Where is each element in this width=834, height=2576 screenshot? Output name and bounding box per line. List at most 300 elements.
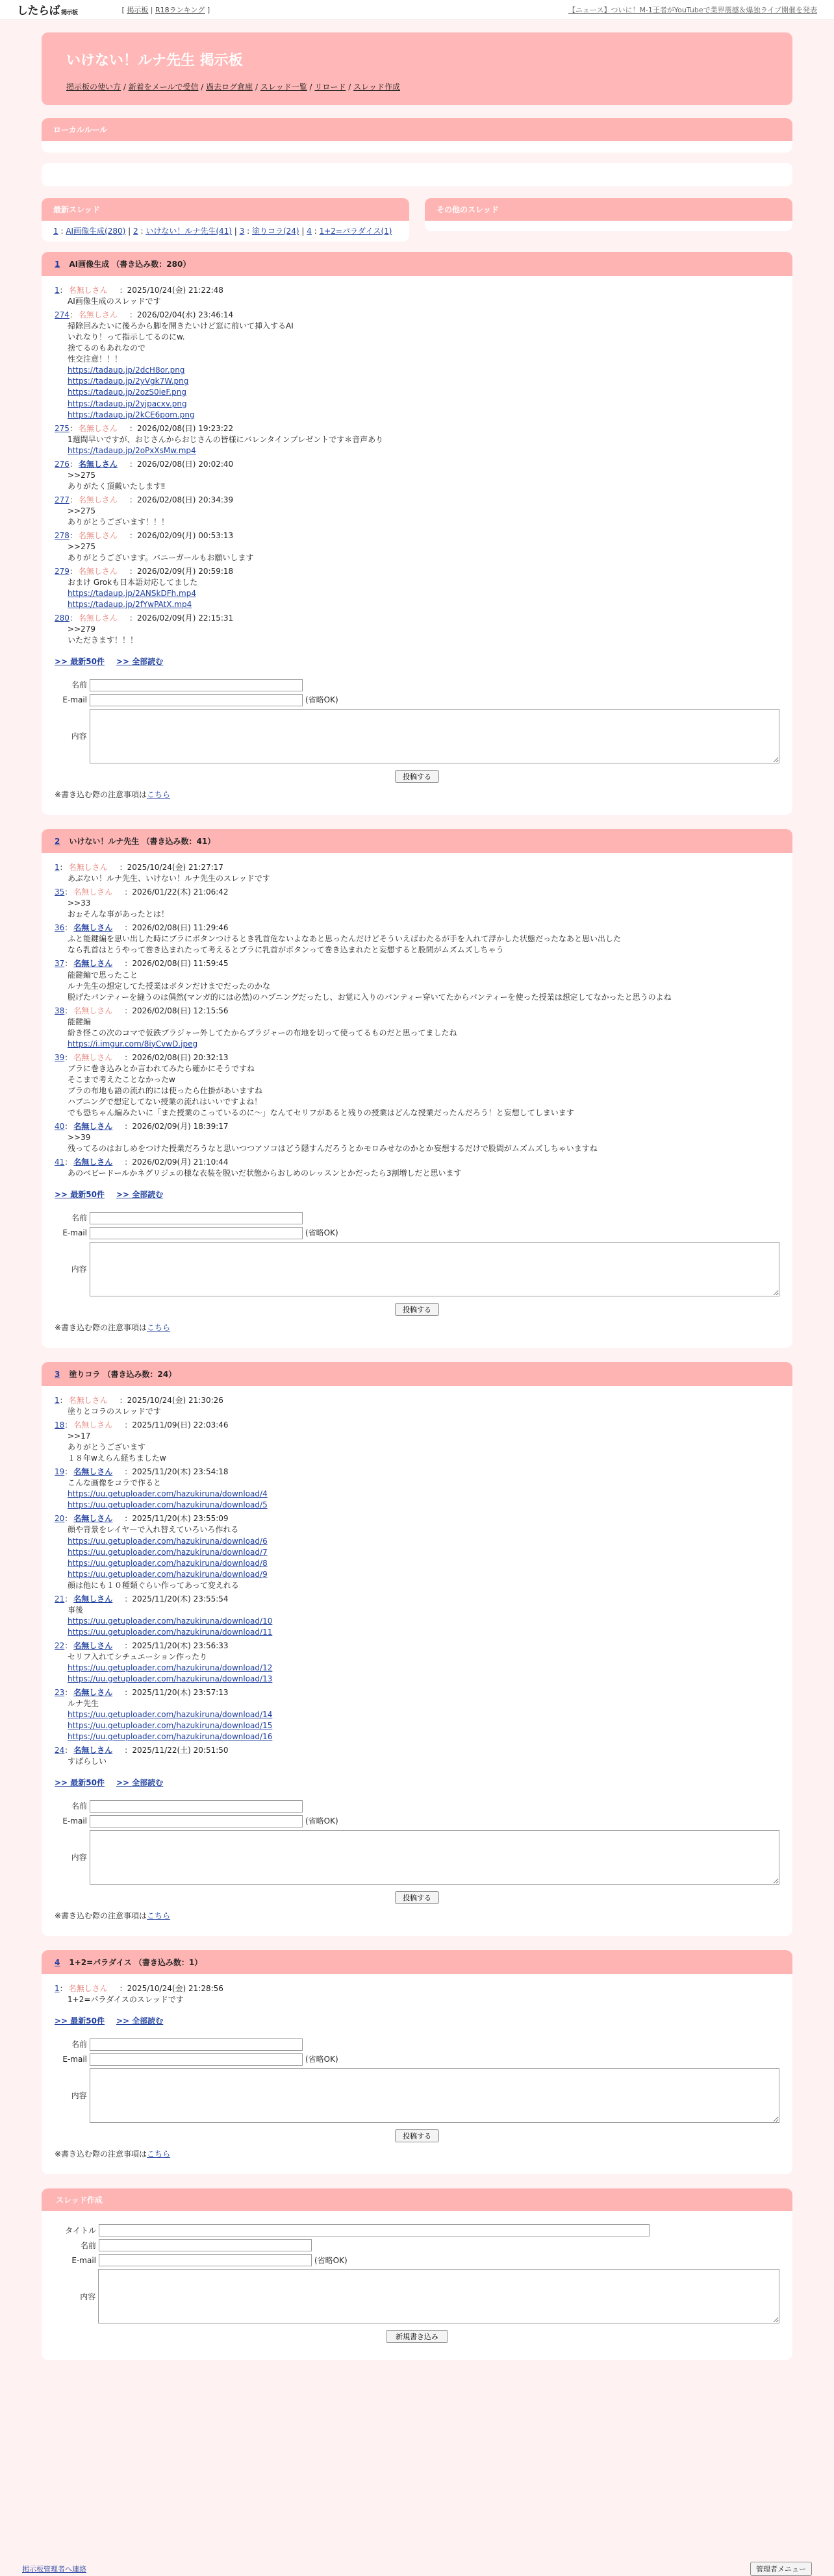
post-link[interactable]: https://tadaup.jp/2oPxXsMw.mp4 xyxy=(68,445,196,455)
post-number[interactable]: 19 xyxy=(55,1467,65,1477)
post-text: 顔や背景をレイヤーで入れ替えていろいろ作れる xyxy=(68,1525,239,1535)
post xyxy=(55,1594,779,1638)
content-textarea[interactable] xyxy=(90,1242,779,1296)
thread-list-number[interactable]: 3 xyxy=(239,227,245,236)
post-number[interactable]: 41 xyxy=(55,1158,65,1167)
post xyxy=(55,1467,779,1511)
thread-title: AI画像生成 （書き込み数：280） xyxy=(69,260,191,269)
read-more-links xyxy=(55,2016,779,2027)
post-author: 名無しさん xyxy=(68,286,108,295)
post-number[interactable]: 277 xyxy=(55,495,70,504)
post-author: 名無しさん xyxy=(68,863,108,873)
post-author[interactable]: 名無しさん xyxy=(73,1687,113,1697)
post xyxy=(55,958,779,1002)
post-text: 能鍵編 紛き怪この次のコマで仮鉄ブラジャー外してたからブラジャーの布地を切って使ってるものだと思ってましたね xyxy=(68,1017,457,1037)
post-author[interactable]: 名無しさん xyxy=(73,1594,113,1604)
post-text: 1週間早いですが、おじさんからおじさんの皆様にバレンタインプレゼントです＊音声あり xyxy=(68,434,384,444)
post-link[interactable]: https://tadaup.jp/2ANSkDFh.mp4 xyxy=(68,589,196,598)
post-body xyxy=(68,1994,779,2005)
post-text: あのベビードールかネグリジェの様な衣装を脱いだ状態からおしめのレッスンとかだったら3割増しだと思います xyxy=(68,1169,462,1178)
post-author[interactable]: 名無しさん xyxy=(73,1746,113,1755)
email-input[interactable] xyxy=(90,694,303,706)
top-links: [ 掲示板 | R18ランキング ] xyxy=(121,5,210,14)
optional-label: (省略OK) xyxy=(305,695,338,705)
post-text: おまけ Grokも日本語対応してました xyxy=(68,577,198,587)
read-more-links xyxy=(55,656,779,667)
latest-50-link[interactable]: >> 最新50件 xyxy=(55,1778,105,1788)
post xyxy=(55,1052,779,1119)
post-header: 19： 名無しさん ：2025/11/20(木) 23:54:18 xyxy=(55,1467,229,1477)
local-rule-panel xyxy=(42,118,792,153)
thread-list-number[interactable]: 4 xyxy=(307,227,312,236)
post-text: すばらしい xyxy=(68,1757,107,1766)
post-body xyxy=(68,577,779,610)
post-header: 37： 名無しさん ：2026/02/08(日) 11:59:45 xyxy=(55,959,229,969)
note-link[interactable]: こちら xyxy=(147,2149,171,2159)
note-text: ※書き込む際の注意事項は xyxy=(55,2149,147,2159)
post-header: 20： 名無しさん ：2025/11/20(木) 23:55:09 xyxy=(55,1514,229,1524)
new-thread-panel xyxy=(42,2188,792,2360)
thread-header xyxy=(42,1362,792,1386)
post-author: 名無しさん xyxy=(78,566,118,576)
post-number[interactable]: 36 xyxy=(55,923,65,933)
post-text: AI画像生成のスレッドです xyxy=(68,297,161,306)
news-link[interactable]: 【ニュース】ついに！M-1王者がYouTubeで業界震撼＆爆独ライブ開催を発表 xyxy=(568,5,817,14)
post-body xyxy=(68,434,779,456)
name-row xyxy=(55,679,779,691)
post-header: 38： 名無しさん ：2026/02/08(日) 12:15:56 xyxy=(55,1006,229,1015)
post-number[interactable]: 18 xyxy=(55,1420,65,1430)
post-date: ：2026/02/08(日) 20:02:40 xyxy=(129,459,234,469)
post-date: ：2026/01/22(木) 21:06:42 xyxy=(124,887,229,897)
thread-number[interactable]: 3 xyxy=(55,1370,60,1380)
note-text: ※書き込む際の注意事項は xyxy=(55,790,147,800)
post xyxy=(55,310,779,420)
new-thread-submit-button[interactable]: 新規書き込み xyxy=(386,2330,448,2343)
email-input[interactable] xyxy=(90,1227,303,1239)
post xyxy=(55,459,779,492)
post-text-after: 顔は他にも１０種類ぐらい作ってあって変えれる xyxy=(68,1580,239,1590)
post-body xyxy=(68,296,779,307)
name-input[interactable] xyxy=(90,2038,303,2051)
reply-form xyxy=(55,1212,779,1333)
link-bbs[interactable]: 掲示板 xyxy=(127,5,149,14)
thread-title: いけない！ルナ先生 （書き込み数：41） xyxy=(69,837,216,847)
thread-list-number[interactable]: 1 xyxy=(53,227,58,236)
read-all-link[interactable]: >> 全部読む xyxy=(116,1778,164,1788)
post-number[interactable]: 279 xyxy=(55,566,70,576)
post-date: ：2026/02/08(日) 11:29:46 xyxy=(124,923,229,933)
thread-number[interactable]: 1 xyxy=(55,260,60,269)
post-date: ：2025/10/24(金) 21:27:17 xyxy=(119,863,223,873)
content-label: 内容 xyxy=(71,1264,87,1274)
read-all-link[interactable]: >> 全部読む xyxy=(116,1190,164,1200)
post-number[interactable]: 37 xyxy=(55,959,65,969)
post-author[interactable]: 名無しさん xyxy=(73,1514,113,1524)
post-link[interactable]: https://uu.getuploader.com/hazukiruna/download/14 xyxy=(68,1709,273,1719)
post-link[interactable]: https://uu.getuploader.com/hazukiruna/download/5 xyxy=(68,1500,268,1510)
name-input[interactable] xyxy=(90,1800,303,1813)
post-number[interactable]: 40 xyxy=(55,1121,65,1131)
latest-thread-list: 1 : AI画像生成(280) | 2 : いけない！ルナ先生(41) | 3 : 塗りコラ(24) | 4 : 1+2=パラダイス(1) xyxy=(53,227,392,236)
post-body xyxy=(68,1698,779,1742)
post-number[interactable]: 1 xyxy=(55,286,60,295)
post-text: あぶない！ルナ先生、いけない！ルナ先生のスレッドです xyxy=(68,874,270,884)
post-author: 名無しさん xyxy=(78,423,118,433)
post-body xyxy=(68,934,779,956)
post-text: >>279 いただきます！！！ xyxy=(68,625,138,645)
nav-reload[interactable]: リロード xyxy=(314,82,346,92)
post-author: 名無しさん xyxy=(73,1420,113,1430)
post-header: 18： 名無しさん ：2025/11/09(日) 22:03:46 xyxy=(55,1420,229,1430)
post-author[interactable]: 名無しさん xyxy=(78,459,118,469)
post xyxy=(55,285,779,307)
post-header: 23： 名無しさん ：2025/11/20(木) 23:57:13 xyxy=(55,1687,229,1697)
post-body xyxy=(68,470,779,492)
read-more-links xyxy=(55,1777,779,1789)
content-row xyxy=(55,709,779,763)
post-number[interactable]: 38 xyxy=(55,1006,65,1015)
board-title: いけない！ルナ先生 掲示板 xyxy=(66,53,243,69)
post-header: 41： 名無しさん ：2026/02/09(月) 21:10:44 xyxy=(55,1158,229,1167)
post-list xyxy=(42,853,792,1348)
thread-panel xyxy=(42,1950,792,2174)
post-date: ：2026/02/09(月) 21:10:44 xyxy=(124,1158,229,1167)
post-number[interactable]: 39 xyxy=(55,1052,65,1062)
thread-list-link[interactable]: いけない！ルナ先生(41) xyxy=(145,227,232,236)
post-header: 1： 名無しさん ：2025/10/24(金) 21:27:17 xyxy=(55,863,223,873)
post-date: ：2026/02/09(月) 00:53:13 xyxy=(129,530,234,540)
post-header: 1： 名無しさん ：2025/10/24(金) 21:30:26 xyxy=(55,1396,223,1406)
name-label: 名前 xyxy=(71,1213,87,1223)
post-header: 1： 名無しさん ：2025/10/24(金) 21:22:48 xyxy=(55,286,223,295)
post-header: 39： 名無しさん ：2026/02/08(日) 20:32:13 xyxy=(55,1052,229,1062)
post xyxy=(55,1745,779,1767)
content-label: 内容 xyxy=(71,2090,87,2100)
latest-thread-panel xyxy=(42,198,409,242)
posting-note xyxy=(55,2149,779,2160)
thread-panel xyxy=(42,252,792,815)
post-list xyxy=(42,276,792,815)
post-link[interactable]: https://uu.getuploader.com/hazukiruna/download/4 xyxy=(68,1489,268,1499)
post-number[interactable]: 23 xyxy=(55,1687,65,1697)
post-link[interactable]: https://tadaup.jp/2fYwPAtX.mp4 xyxy=(68,600,192,610)
post-text: >>17 ありがとうございます １８年wえらん経ちましたw xyxy=(68,1431,166,1463)
post-date: ：2026/02/09(月) 22:15:31 xyxy=(129,613,234,623)
post-number[interactable]: 35 xyxy=(55,887,65,897)
name-input[interactable] xyxy=(90,679,303,691)
post-number[interactable]: 280 xyxy=(55,613,70,623)
post-link[interactable]: https://uu.getuploader.com/hazukiruna/download/11 xyxy=(68,1627,273,1637)
email-row xyxy=(55,1227,779,1239)
post-text: >>275 ありがとうございます！！！ xyxy=(68,506,170,526)
post-number[interactable]: 274 xyxy=(55,310,70,320)
post-number[interactable]: 1 xyxy=(55,863,60,873)
post-body xyxy=(68,1168,779,1179)
post-text: ふと能鍵編を思い出した時にブラにボタンつけるとき乳首危ないよなあと思ったんだけどそういえばわたるが手を入れて浮かした状態だったなあと思い出した なら乳首はとうやって巻き込まれたって考えるとブラに乳首がボタンって巻き込まれたと妄想すると股間がムズムズしちゃう xyxy=(68,934,622,955)
post-number[interactable]: 275 xyxy=(55,423,70,433)
other-thread-panel xyxy=(425,198,792,231)
post-body xyxy=(68,541,779,564)
email-input[interactable] xyxy=(90,2053,303,2066)
site-logo[interactable] xyxy=(17,1,78,18)
posting-note xyxy=(55,1322,779,1333)
post-author[interactable]: 名無しさん xyxy=(73,1467,113,1477)
post-date: ：2025/10/24(金) 21:28:56 xyxy=(119,1984,223,1994)
posting-note xyxy=(55,1911,779,1922)
post-number[interactable]: 24 xyxy=(55,1746,65,1755)
post-number[interactable]: 20 xyxy=(55,1514,65,1524)
post-author: 名無しさん xyxy=(78,613,118,623)
post-number[interactable]: 22 xyxy=(55,1641,65,1650)
content-textarea[interactable] xyxy=(98,2269,779,2323)
email-row xyxy=(55,1815,779,1827)
post-link[interactable]: https://uu.getuploader.com/hazukiruna/download/10 xyxy=(68,1616,273,1626)
post xyxy=(55,1420,779,1464)
post-number[interactable]: 276 xyxy=(55,459,70,469)
email-input[interactable] xyxy=(99,2254,312,2266)
post-link[interactable]: https://uu.getuploader.com/hazukiruna/download/12 xyxy=(68,1663,273,1672)
optional-label: (省略OK) xyxy=(305,1816,338,1826)
post-number[interactable]: 1 xyxy=(55,1396,60,1406)
post-link[interactable]: https://tadaup.jp/2kCE6pom.png xyxy=(68,410,195,419)
post-link[interactable]: https://uu.getuploader.com/hazukiruna/download/13 xyxy=(68,1674,273,1683)
post-link[interactable]: https://tadaup.jp/2yVgk7W.png xyxy=(68,377,189,386)
post xyxy=(55,923,779,956)
post-date: ：2025/11/09(日) 22:03:46 xyxy=(124,1420,229,1430)
post-header: 24： 名無しさん ：2025/11/22(土) 20:51:50 xyxy=(55,1746,229,1755)
post xyxy=(55,495,779,528)
post-list xyxy=(42,1386,792,1936)
content-textarea[interactable] xyxy=(90,709,779,763)
thread-header xyxy=(42,829,792,853)
board-nav: 掲示板の使い方 / 新着をメールで受信 / 過去ログ倉庫 / スレッド一覧 / リロード / スレッド作成 xyxy=(66,82,400,92)
name-label: 名前 xyxy=(80,2241,96,2251)
post-date: ：2026/02/04(水) 23:46:14 xyxy=(129,310,234,320)
posting-note xyxy=(55,789,779,800)
name-row xyxy=(55,1800,779,1813)
submit-button[interactable]: 投稿する xyxy=(395,770,439,783)
post-date: ：2025/11/22(土) 20:51:50 xyxy=(124,1746,229,1755)
post-text: 能鍵編で思ったこと ルナ先生の想定してた授業はボタンだけまでだったのかな 脱げたパンティーを縫うのは偶然(マンガ的には必然)のハプニングだったし、お覚に入りのパンティー穿いてたからパンティーを使った授業は想定してなかったと思うのよね xyxy=(68,970,672,1002)
thread-list-link[interactable]: AI画像生成(280) xyxy=(66,227,126,236)
post-text: ルナ先生 xyxy=(68,1698,99,1708)
post-author[interactable]: 名無しさん xyxy=(73,1158,113,1167)
thread-title: 塗りコラ （書き込み数：24） xyxy=(69,1370,177,1380)
reply-form xyxy=(55,679,779,800)
nav-create-thread[interactable]: スレッド作成 xyxy=(353,82,400,92)
other-thread-title: その他のスレッド xyxy=(425,198,792,221)
post-header: 35： 名無しさん ：2026/01/22(木) 21:06:42 xyxy=(55,887,229,897)
name-label: 名前 xyxy=(71,2040,87,2050)
post-header: 276： 名無しさん ：2026/02/08(日) 20:02:40 xyxy=(55,459,234,469)
post-author: 名無しさん xyxy=(68,1396,108,1406)
optional-label: (省略OK) xyxy=(305,2055,338,2064)
local-rule-title: ローカルルール xyxy=(42,118,792,141)
title-label: タイトル xyxy=(65,2226,96,2236)
thread-panel xyxy=(42,829,792,1348)
latest-50-link[interactable]: >> 最新50件 xyxy=(55,2016,105,2026)
name-row xyxy=(55,1212,779,1224)
post-date: ：2025/11/20(木) 23:56:33 xyxy=(124,1641,229,1650)
read-all-link[interactable]: >> 全部読む xyxy=(116,657,164,667)
post-date: ：2026/02/08(日) 20:32:13 xyxy=(124,1052,229,1062)
note-text: ※書き込む際の注意事項は xyxy=(55,1911,147,1921)
post-date: ：2026/02/09(月) 18:39:17 xyxy=(124,1121,229,1131)
nav-thread-list[interactable]: スレッド一覧 xyxy=(260,82,307,92)
read-more-links xyxy=(55,1189,779,1200)
post-body xyxy=(68,321,779,420)
post-text: 事後 xyxy=(68,1605,84,1615)
nav-howto[interactable]: 掲示板の使い方 xyxy=(66,82,121,92)
nav-archive[interactable]: 過去ログ倉庫 xyxy=(206,82,253,92)
reply-form xyxy=(55,1800,779,1922)
post xyxy=(55,887,779,920)
name-input[interactable] xyxy=(99,2239,312,2251)
contact-admin-link[interactable]: 掲示板管理者へ連絡 xyxy=(22,2565,86,2573)
post-header: 36： 名無しさん ：2026/02/08(日) 11:29:46 xyxy=(55,923,229,933)
note-text: ※書き込む際の注意事項は xyxy=(55,1323,147,1333)
post-date: ：2025/11/20(木) 23:55:09 xyxy=(124,1514,229,1524)
nav-mail[interactable]: 新着をメールで受信 xyxy=(128,82,199,92)
ad-space xyxy=(42,163,792,186)
post-number[interactable]: 1 xyxy=(55,1984,60,1994)
email-label: E-mail xyxy=(71,2255,96,2265)
threads xyxy=(42,252,792,2174)
name-input[interactable] xyxy=(90,1212,303,1224)
content-row xyxy=(55,1830,779,1885)
post-text: セリフ入れてシチュエーション作ったり xyxy=(68,1652,208,1661)
post-text: >>275 ありがたく頂戴いたします‼ xyxy=(68,470,165,491)
thread-list-link[interactable]: 1+2=パラダイス(1) xyxy=(319,227,392,236)
post-date: ：2026/02/08(日) 19:23:22 xyxy=(129,423,234,433)
post-text: 1+2=パラダイスのスレッドです xyxy=(68,1995,184,2005)
post-date: ：2026/02/08(日) 11:59:45 xyxy=(124,959,229,969)
thread-panels xyxy=(42,198,792,252)
post-body xyxy=(68,1756,779,1767)
post-body xyxy=(68,1132,779,1154)
optional-label: (省略OK) xyxy=(305,1228,338,1238)
admin-menu-button[interactable]: 管理者メニュー xyxy=(750,2562,812,2576)
email-label: E-mail xyxy=(62,1816,87,1826)
post-text: 塗りとコラのスレッドです xyxy=(68,1407,161,1417)
email-label: E-mail xyxy=(62,695,87,705)
post-link[interactable]: https://uu.getuploader.com/hazukiruna/download/16 xyxy=(68,1732,273,1742)
thread-number[interactable]: 2 xyxy=(55,837,60,847)
footer xyxy=(22,2562,812,2576)
submit-button[interactable]: 投稿する xyxy=(395,1303,439,1316)
post-number[interactable]: 278 xyxy=(55,530,70,540)
post xyxy=(55,1395,779,1417)
post-header: 278： 名無しさん ：2026/02/09(月) 00:53:13 xyxy=(55,530,234,540)
post xyxy=(55,1157,779,1179)
post-link[interactable]: https://i.imgur.com/8iyCvwD.jpeg xyxy=(68,1039,198,1048)
post-link[interactable]: https://tadaup.jp/2dcH8or.png xyxy=(68,365,185,375)
post-link[interactable]: https://uu.getuploader.com/hazukiruna/download/9 xyxy=(68,1569,268,1579)
post-body xyxy=(68,506,779,528)
submit-button[interactable]: 投稿する xyxy=(395,1891,439,1904)
content-textarea[interactable] xyxy=(90,1830,779,1885)
note-link[interactable]: こちら xyxy=(147,1911,171,1921)
logo-text: したらば xyxy=(17,5,60,18)
post-body xyxy=(68,1017,779,1050)
post-header: 1： 名無しさん ：2025/10/24(金) 21:28:56 xyxy=(55,1984,223,1994)
latest-50-link[interactable]: >> 最新50件 xyxy=(55,657,105,667)
post-header: 40： 名無しさん ：2026/02/09(月) 18:39:17 xyxy=(55,1121,229,1131)
post xyxy=(55,566,779,610)
optional-label: (省略OK) xyxy=(314,2256,348,2266)
post-link[interactable]: https://uu.getuploader.com/hazukiruna/download/6 xyxy=(68,1536,268,1546)
post-date: ：2025/11/20(木) 23:57:13 xyxy=(124,1687,229,1697)
post xyxy=(55,423,779,456)
post-author: 名無しさん xyxy=(73,1006,113,1015)
post-author[interactable]: 名無しさん xyxy=(73,1641,113,1650)
post-link[interactable]: https://tadaup.jp/2yjpacxv.png xyxy=(68,399,187,408)
post-header: 277： 名無しさん ：2026/02/08(日) 20:34:39 xyxy=(55,495,234,504)
title-input[interactable] xyxy=(99,2224,650,2236)
post xyxy=(55,1687,779,1742)
thread-list-number[interactable]: 2 xyxy=(133,227,138,236)
content-label: 内容 xyxy=(71,1852,87,1862)
post-link[interactable]: https://uu.getuploader.com/hazukiruna/download/7 xyxy=(68,1547,268,1557)
post-header: 21： 名無しさん ：2025/11/20(木) 23:55:54 xyxy=(55,1594,229,1604)
post xyxy=(55,1121,779,1154)
thread-number[interactable]: 4 xyxy=(55,1958,60,1968)
read-all-link[interactable]: >> 全部読む xyxy=(116,2016,164,2026)
post xyxy=(55,1513,779,1591)
thread-list-link[interactable]: 塗りコラ(24) xyxy=(251,227,299,236)
note-link[interactable]: こちら xyxy=(147,790,171,800)
post-date: ：2025/10/24(金) 21:30:26 xyxy=(119,1396,223,1406)
post-link[interactable]: https://uu.getuploader.com/hazukiruna/download/15 xyxy=(68,1721,273,1730)
thread-header xyxy=(42,252,792,276)
post-link[interactable]: https://tadaup.jp/2ozS0ieF.png xyxy=(68,388,186,397)
submit-button[interactable]: 投稿する xyxy=(395,2129,439,2142)
post-author[interactable]: 名無しさん xyxy=(73,923,113,933)
post xyxy=(55,862,779,884)
post-date: ：2026/02/08(日) 20:34:39 xyxy=(129,495,234,504)
post-body xyxy=(68,1524,779,1591)
post xyxy=(55,530,779,564)
content-row xyxy=(55,1242,779,1296)
thread-header xyxy=(42,1950,792,1974)
post-text: >>39 残ってるのはおしめをつけた授業だろうなと思いつつアソコはどう隠すんだろうとかモロみせなのかとか妄想するだけで股間がムズムズしちゃいますね xyxy=(68,1132,598,1153)
post-number[interactable]: 21 xyxy=(55,1594,65,1604)
content-label: 内容 xyxy=(71,731,87,741)
post-body xyxy=(68,898,779,920)
post-text: >>275 ありがとうございます。バニーガールもお願いします xyxy=(68,541,254,562)
post-link[interactable]: https://uu.getuploader.com/hazukiruna/download/8 xyxy=(68,1558,268,1568)
board-header xyxy=(42,32,792,105)
post-text: こんな画像をコラで作ると xyxy=(68,1478,162,1488)
post-body xyxy=(68,1478,779,1511)
news-ticker xyxy=(568,5,817,15)
note-link[interactable]: こちら xyxy=(147,1323,171,1333)
post-author[interactable]: 名無しさん xyxy=(73,1121,113,1131)
link-ranking[interactable]: R18ランキング xyxy=(155,5,205,14)
email-input[interactable] xyxy=(90,1815,303,1827)
post-author[interactable]: 名無しさん xyxy=(73,959,113,969)
content-textarea[interactable] xyxy=(90,2068,779,2123)
latest-50-link[interactable]: >> 最新50件 xyxy=(55,1190,105,1200)
post-text: 掃除回みたいに後ろから脚を開きたいけど窓に前いて挿入するAI いれなり！って指示してるのにw. 捨てるのもあれなので 性交注意！！！ xyxy=(68,321,294,364)
post-date: ：2025/11/20(木) 23:54:18 xyxy=(124,1467,229,1477)
post-header: 275： 名無しさん ：2026/02/08(日) 19:23:22 xyxy=(55,423,234,433)
post-body xyxy=(68,1652,779,1685)
post-author: 名無しさん xyxy=(68,1984,108,1994)
content-row xyxy=(55,2068,779,2123)
post-list xyxy=(42,1974,792,2174)
